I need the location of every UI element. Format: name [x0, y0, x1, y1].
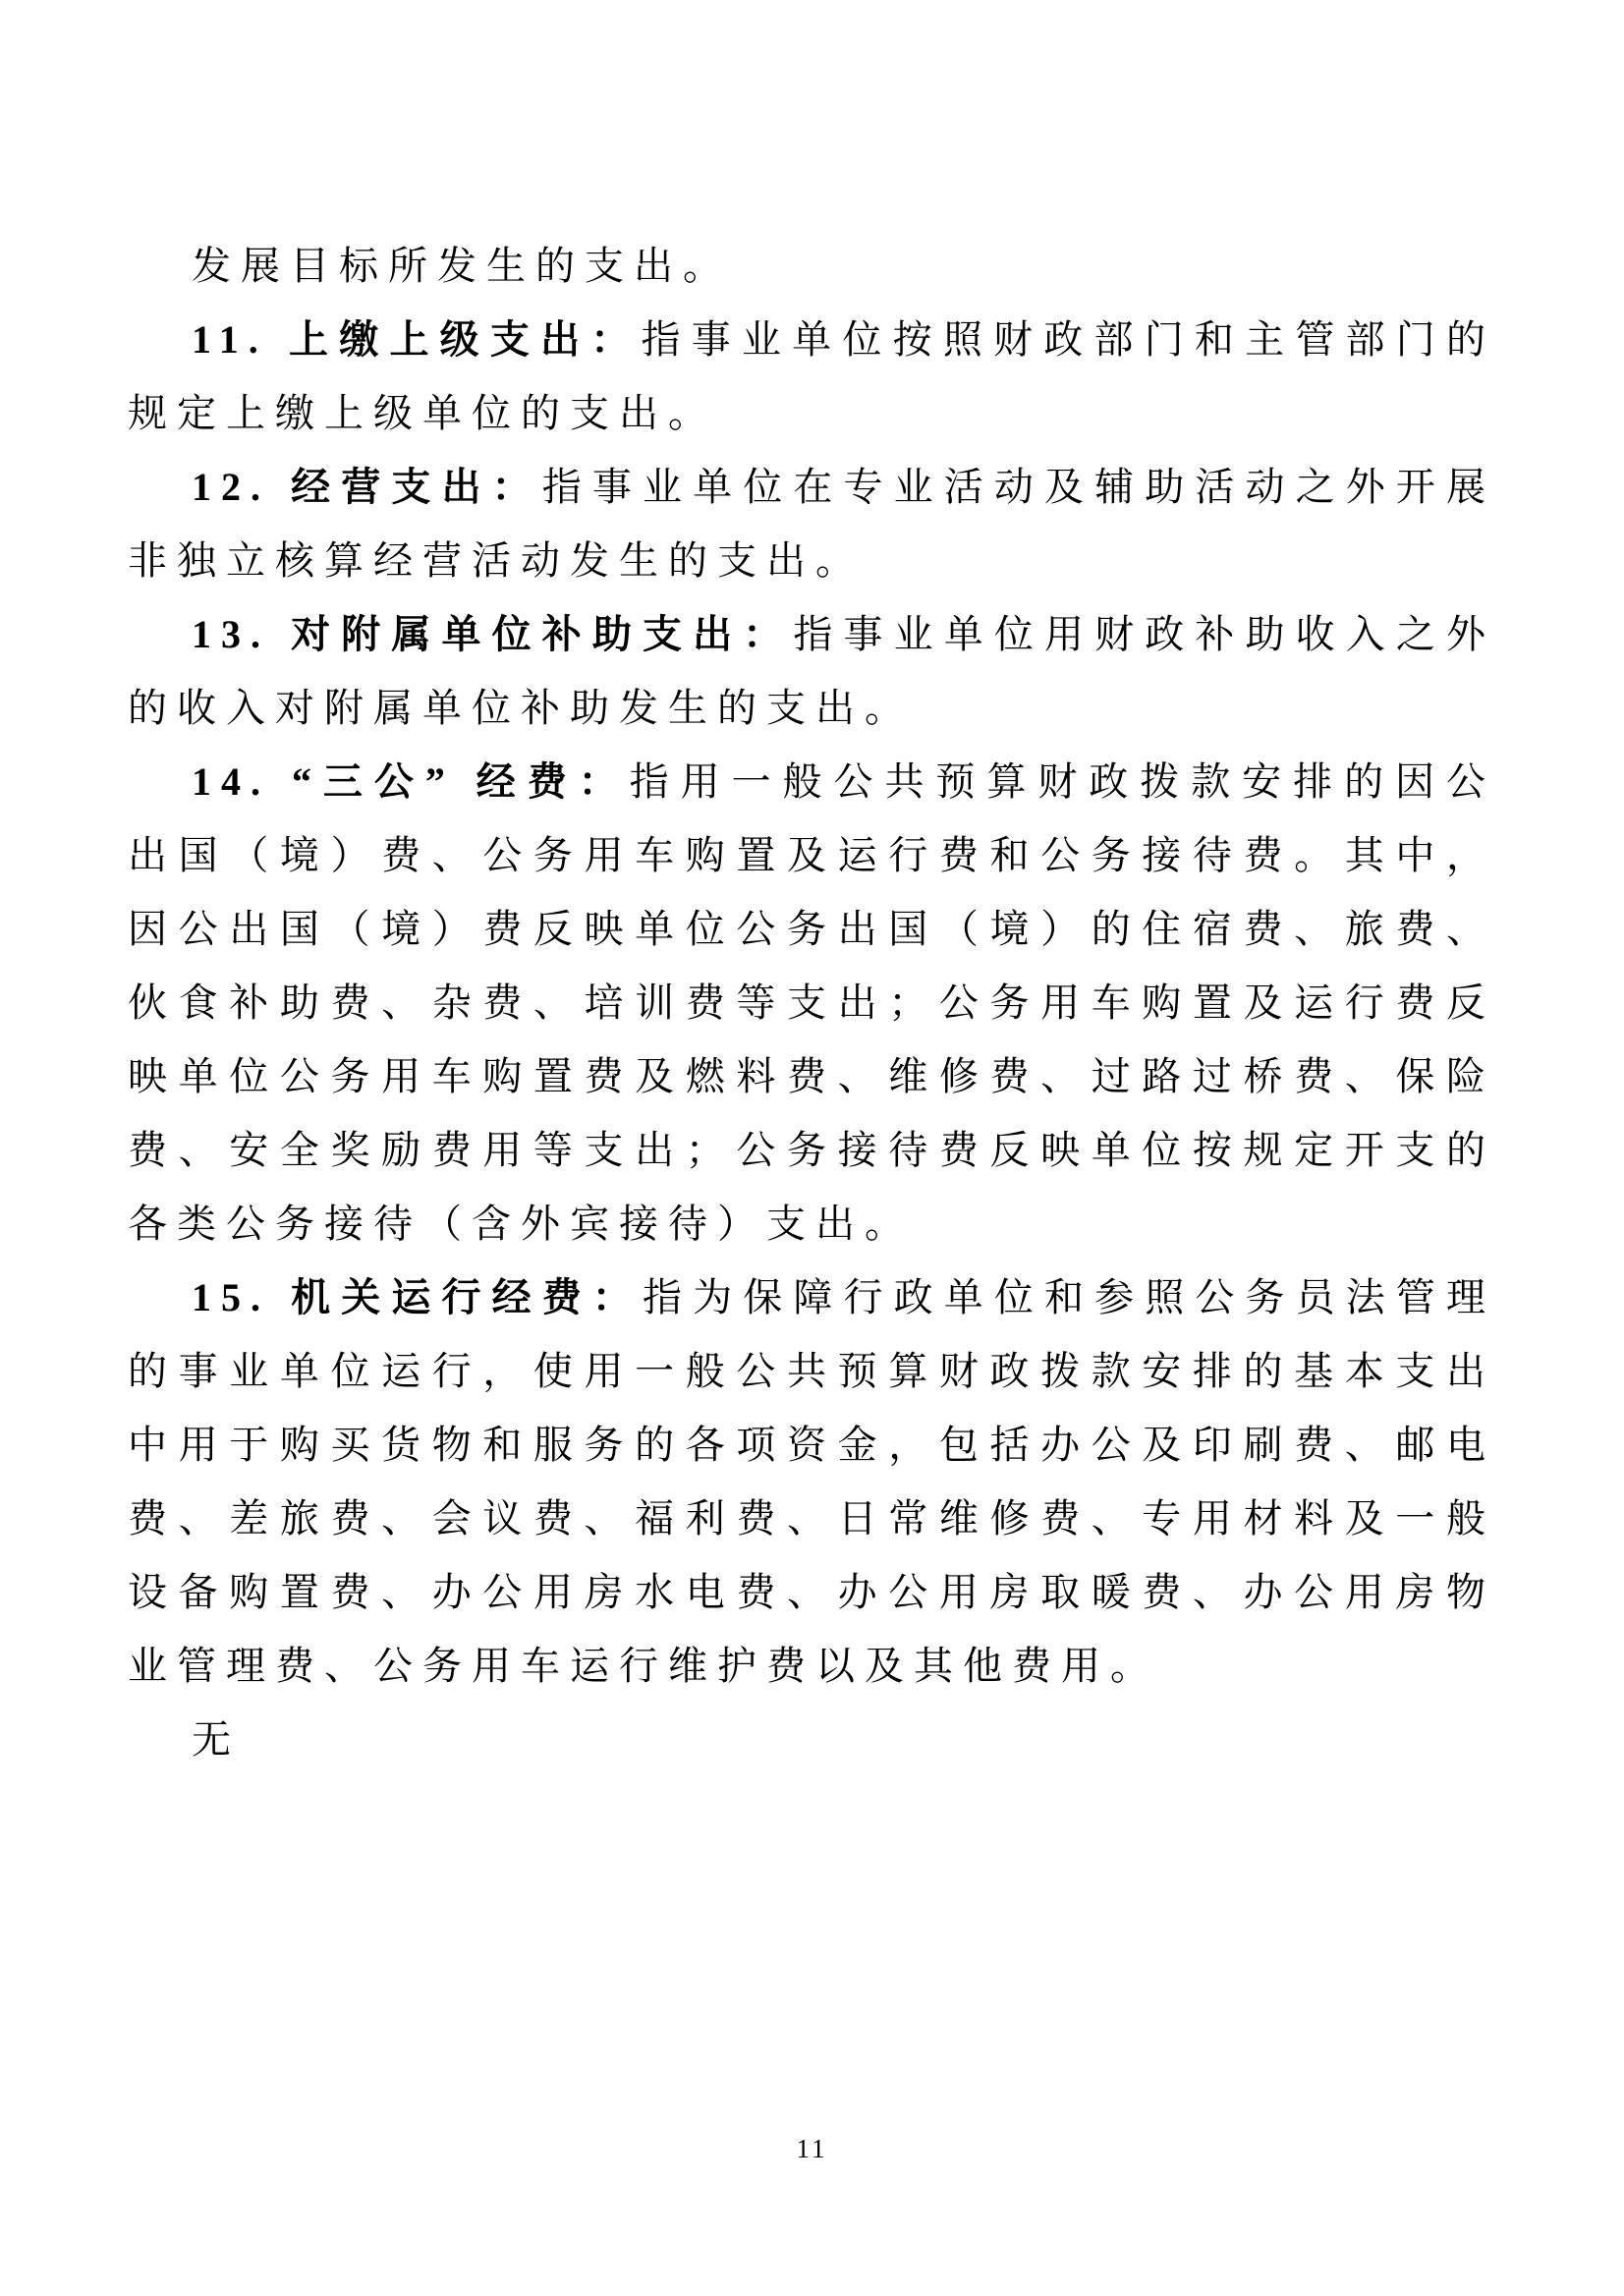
definition-paragraph: [128, 303, 1495, 450]
term-label: 12. 经营支出：: [192, 465, 542, 509]
paragraph-continuation: [128, 229, 1495, 303]
page-number: 11: [796, 2134, 828, 2163]
continuation-text: 发展目标所发生的支出。: [192, 244, 732, 288]
term-definition: 指为保障行政单位和参照公务员法管理的事业单位运行，使用一般公共预算财政拨款安排的基本支出中用于购买货物和服务的各项资金，包括办公及印刷费、邮电费、差旅费、会议费、福利费、日常维修费、专用材料及一般设备购置费、办公用房水电费、办公用房取暖费、办公用房物业管理费、公务用车运行维护费以及其他费用。: [128, 1275, 1495, 1688]
definition-paragraph: [128, 745, 1495, 1260]
term-label: 15. 机关运行经费：: [192, 1275, 643, 1319]
term-label: 11. 上缴上级支出：: [192, 317, 642, 362]
definition-paragraph: [128, 450, 1495, 597]
term-label: 14. “三公” 经费：: [192, 759, 630, 804]
paragraph-none: [128, 1703, 1495, 1776]
term-definition: 指事业单位在专业活动及辅助活动之外开展非独立核算经营活动发生的支出。: [128, 465, 1495, 583]
definition-paragraph: [128, 1260, 1495, 1703]
document-body: [128, 229, 1495, 1776]
term-label: 13. 对附属单位补助支出：: [192, 612, 794, 656]
definition-list: [128, 303, 1495, 1703]
term-definition: 指事业单位用财政补助收入之外的收入对附属单位补助发生的支出。: [128, 612, 1495, 730]
none-text: 无: [192, 1717, 241, 1762]
term-definition: 指事业单位按照财政部门和主管部门的规定上缴上级单位的支出。: [128, 317, 1495, 435]
term-definition: 指用一般公共预算财政拨款安排的因公出国（境）费、公务用车购置及运行费和公务接待费。其中，因公出国（境）费反映单位公务出国（境）的住宿费、旅费、伙食补助费、杂费、培训费等支出；公务用车购置及运行费反映单位公务用车购置费及燃料费、维修费、过路过桥费、保险费、安全奖励费用等支出；公务接待费反映单位按规定开支的各类公务接待（含外宾接待）支出。: [128, 759, 1496, 1246]
definition-paragraph: [128, 597, 1495, 745]
